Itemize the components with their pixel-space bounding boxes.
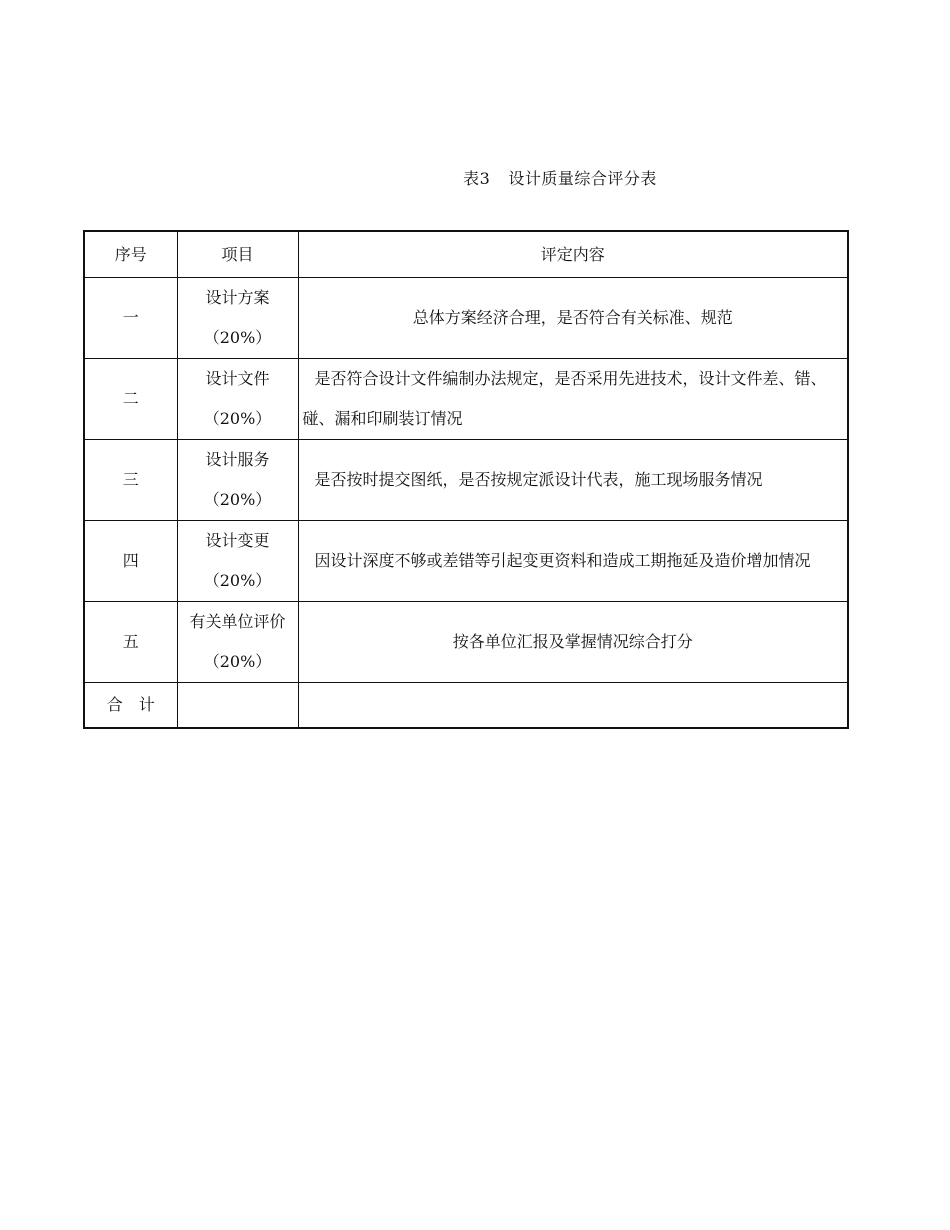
row-item	[177, 359, 298, 440]
header-item: 项目	[177, 231, 298, 278]
total-item-cell	[177, 683, 298, 729]
row-item	[177, 521, 298, 602]
table-header-row	[84, 231, 848, 278]
total-label: 合 计	[84, 683, 177, 729]
item-weight: （20%）	[203, 652, 272, 671]
item-name: 设计服务	[205, 450, 270, 469]
item-name: 设计方案	[205, 288, 270, 307]
table-row	[84, 440, 848, 521]
table-row	[84, 359, 848, 440]
total-content-cell	[298, 683, 848, 729]
row-seq: 三	[84, 440, 177, 521]
table-total-row	[84, 683, 848, 729]
row-seq: 二	[84, 359, 177, 440]
row-content: 是否按时提交图纸，是否按规定派设计代表，施工现场服务情况	[298, 440, 848, 521]
table-number: 表3	[463, 169, 491, 188]
row-seq: 一	[84, 278, 177, 359]
item-weight: （20%）	[203, 490, 272, 509]
row-seq: 五	[84, 602, 177, 683]
item-name: 设计变更	[205, 531, 270, 550]
header-content: 评定内容	[298, 231, 848, 278]
item-name: 有关单位评价	[189, 612, 286, 631]
quality-score-table	[83, 230, 849, 729]
table-row	[84, 521, 848, 602]
row-content: 因设计深度不够或差错等引起变更资料和造成工期拖延及造价增加情况	[298, 521, 848, 602]
row-item	[177, 440, 298, 521]
item-weight: （20%）	[203, 328, 272, 347]
row-content: 按各单位汇报及掌握情况综合打分	[298, 602, 848, 683]
row-item	[177, 602, 298, 683]
item-weight: （20%）	[203, 571, 272, 590]
header-seq: 序号	[84, 231, 177, 278]
row-content: 是否符合设计文件编制办法规定，是否采用先进技术，设计文件差、错、碰、漏和印刷装订情况	[298, 359, 848, 440]
table-title: 设计质量综合评分表	[508, 169, 657, 188]
row-seq: 四	[84, 521, 177, 602]
item-name: 设计文件	[205, 369, 270, 388]
table-row	[84, 602, 848, 683]
item-weight: （20%）	[203, 409, 272, 428]
row-content: 总体方案经济合理，是否符合有关标准、规范	[298, 278, 848, 359]
row-item	[177, 278, 298, 359]
table-caption	[0, 166, 950, 189]
table-row	[84, 278, 848, 359]
